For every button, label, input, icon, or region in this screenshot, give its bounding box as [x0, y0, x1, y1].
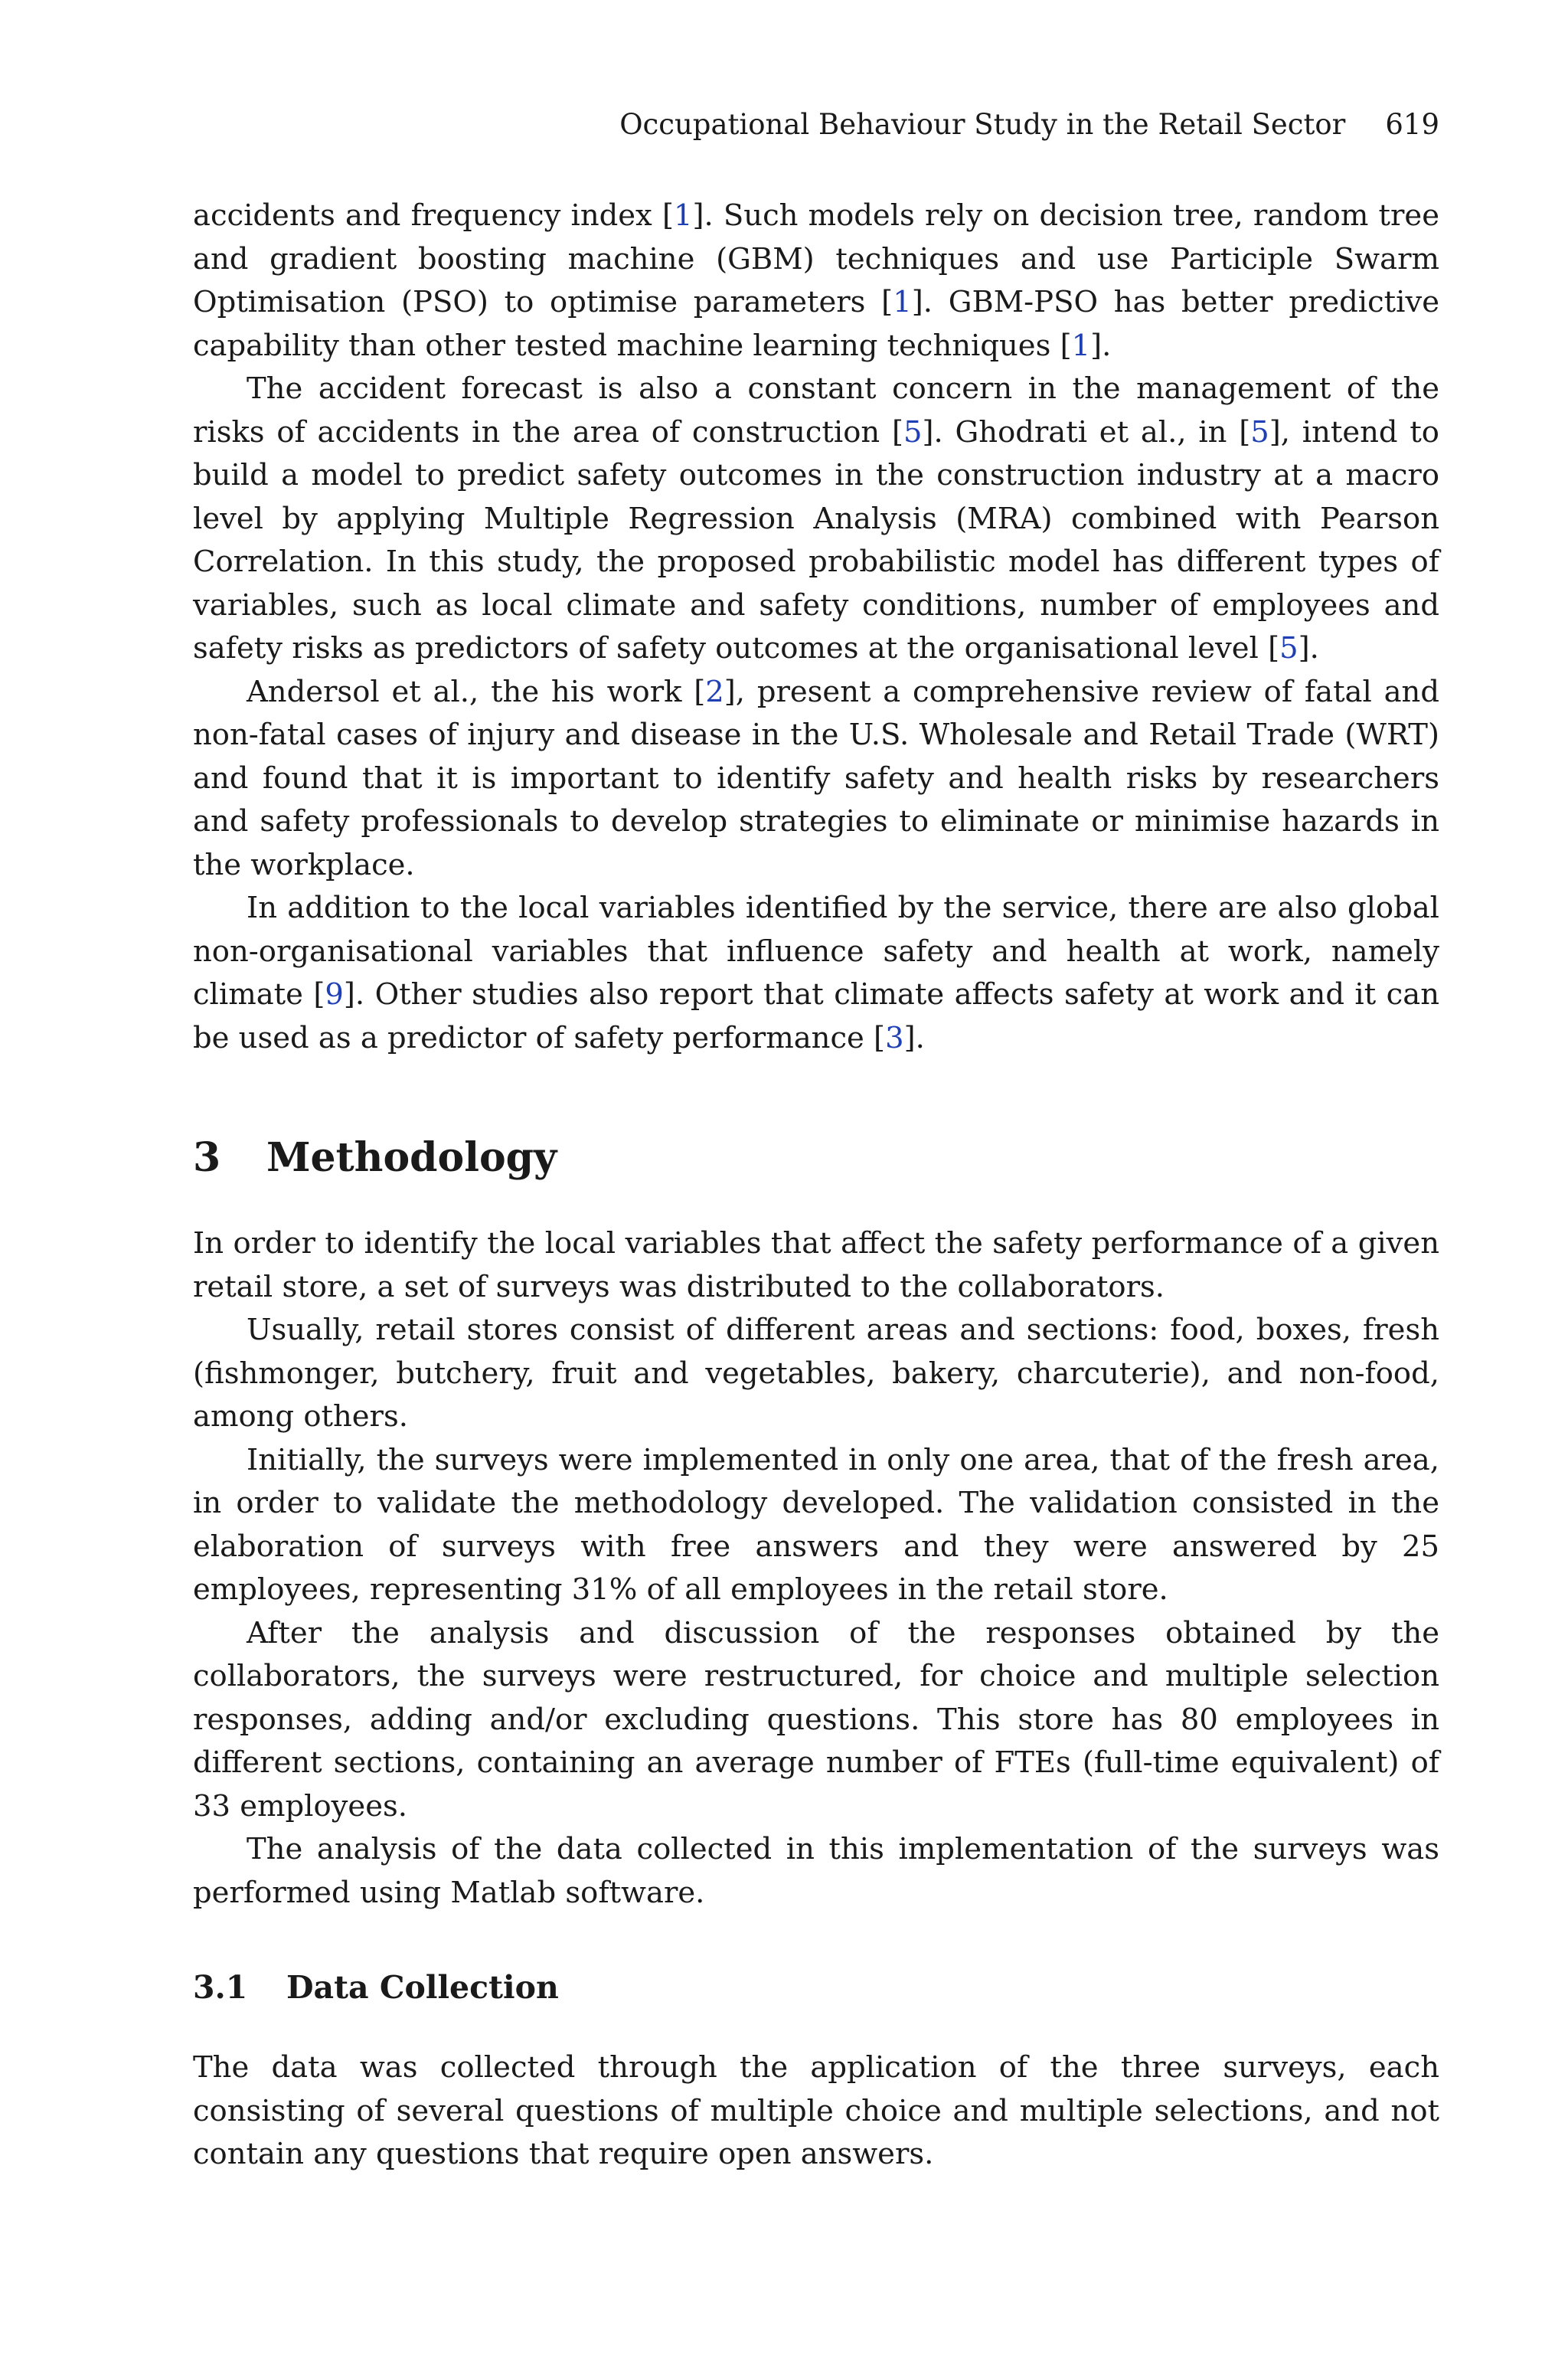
methodology-paragraphs: [193, 1222, 1439, 1915]
section-number: 3: [193, 1134, 221, 1181]
body-content: [193, 195, 1439, 2177]
subsection-title: Data Collection: [286, 1969, 559, 2006]
running-header: [193, 106, 1439, 144]
citation-link[interactable]: 5: [1279, 631, 1298, 666]
running-title: Occupational Behaviour Study in the Retail Sector: [619, 108, 1346, 141]
citation-link[interactable]: 1: [1071, 328, 1091, 363]
section-title: Methodology: [266, 1134, 557, 1181]
paragraph: In addition to the local variables identified by the service, there are also global non-organisational variables that influence safety and health at work, namely climate [9]. Other studies also report that climate affects safety at work and it can be used as a predictor of safety performance [3].: [193, 891, 1439, 1055]
paragraph: After the analysis and discussion of the responses obtained by the collaborators, the surveys were restructured, for choice and multiple selection responses, adding and/or excluding questions. This store has 80 employees in different sections, containing an average number of FTEs (full-time equivalent) of 33 employees.: [193, 1615, 1439, 1824]
paragraph: The accident forecast is also a constant concern in the management of the risks of accidents in the area of construction [5]. Ghodrati et al., in [5], intend to build a model to predict safety outcomes in the construction industry at a macro level by applying Multiple Regression Analysis (MRA) combined with Pearson Correlation. In this study, the proposed probabilistic model has different types of variables, such as local climate and safety conditions, number of employees and safety risks as predictors of safety outcomes at the organisational level [5].: [193, 371, 1439, 666]
page-number: 619: [1385, 108, 1439, 141]
paragraph: In order to identify the local variables that affect the safety performance of a given retail store, a set of surveys was distributed to the collaborators.: [193, 1226, 1439, 1304]
data-collection-paragraphs: [193, 2046, 1439, 2177]
paragraph: Usually, retail stores consist of different areas and sections: food, boxes, fresh (fishmonger, butchery, fruit and vegetables, bakery, charcuterie), and non-food, among others.: [193, 1313, 1439, 1434]
subsection-number: 3.1: [193, 1969, 248, 2006]
paragraph: The data was collected through the application of the three surveys, each consisting of several questions of multiple choice and multiple selections, and not contain any questions that require open answers.: [193, 2050, 1439, 2171]
citation-link[interactable]: 1: [893, 285, 912, 319]
citation-link[interactable]: 5: [903, 414, 923, 450]
citation-link[interactable]: 9: [325, 977, 344, 1012]
subsection-heading: [193, 1967, 1439, 2008]
citation-link[interactable]: 2: [705, 674, 724, 709]
section-heading: [193, 1133, 1439, 1182]
intro-paragraphs: [193, 195, 1439, 1060]
paragraph: Andersol et al., the his work [2], present a comprehensive review of fatal and non-fatal cases of injury and disease in the U.S. Wholesale and Retail Trade (WRT) and found that it is important to identify safety and health risks by researchers and safety professionals to develop strategies to eliminate or minimise hazards in the workplace.: [193, 674, 1439, 882]
citation-link[interactable]: 3: [885, 1020, 904, 1055]
citation-link[interactable]: 1: [673, 198, 693, 233]
paragraph: Initially, the surveys were implemented in only one area, that of the fresh area, in order to validate the methodology developed. The validation consisted in the elaboration of surveys with free answers and they were answered by 25 employees, representing 31% of all employees in the retail store.: [193, 1442, 1439, 1607]
paragraph: accidents and frequency index [1]. Such models rely on decision tree, random tree and gradient boosting machine (GBM) techniques and use Participle Swarm Optimisation (PSO) to optimise parameters [1]. GBM-PSO has better predictive capability than other tested machine learning techniques [1].: [193, 198, 1439, 363]
citation-link[interactable]: 5: [1250, 414, 1269, 450]
paragraph: The analysis of the data collected in this implementation of the surveys was performed using Matlab software.: [193, 1832, 1439, 1910]
